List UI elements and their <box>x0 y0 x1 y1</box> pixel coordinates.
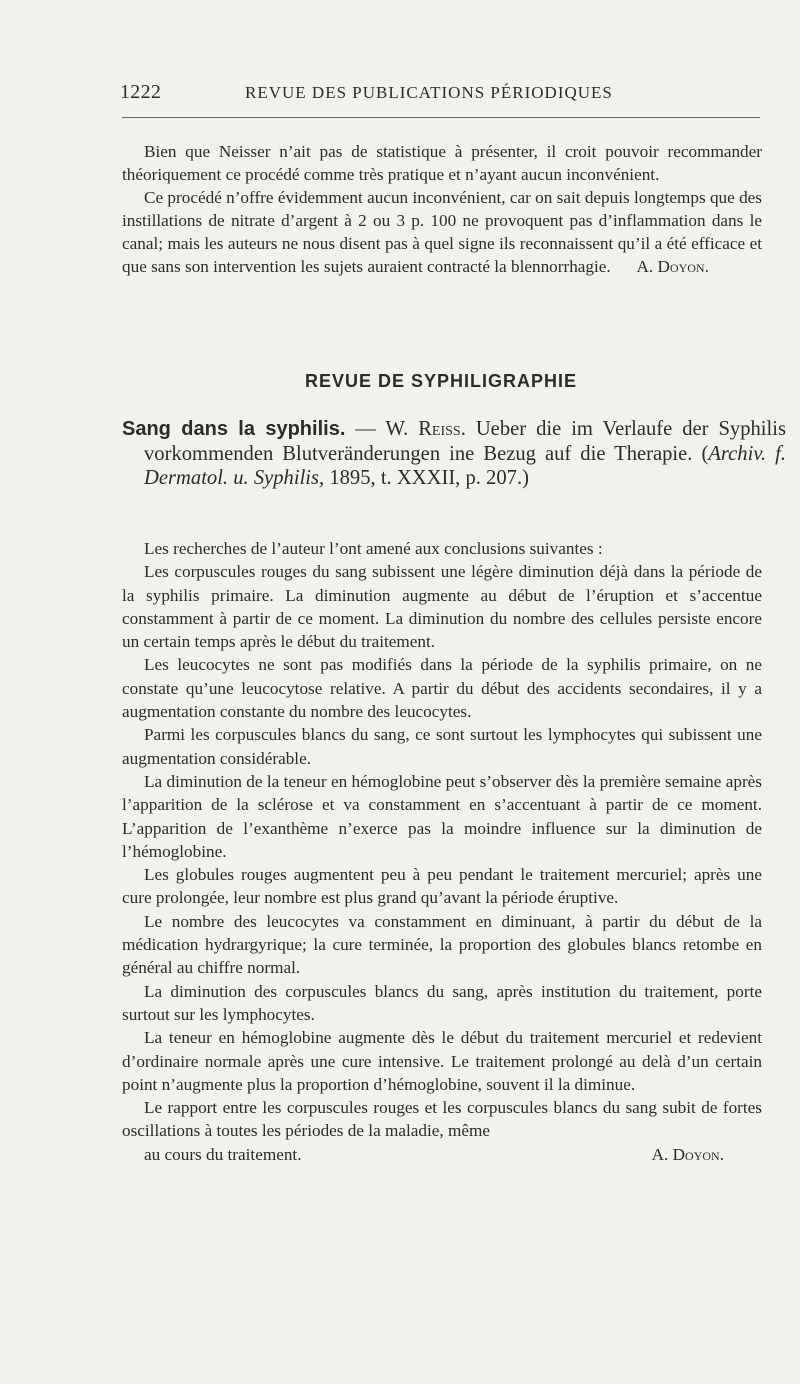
article-paragraph: La diminution des corpuscules blancs du sang, après institution du traitement, porte surtout sur les lymphocytes. <box>122 981 762 1024</box>
article-paragraph: Les globules rouges augmentent peu à peu pendant le traitement mercuriel; après une cure prolongée, leur nombre est plus grand qu’avant la période éruptive. <box>122 865 762 908</box>
section-heading: REVUE DE SYPHILIGRAPHIE <box>304 371 578 391</box>
running-title: REVUE DES PUBLICATIONS PÉRIODIQUES <box>245 83 613 102</box>
article-paragraph: Les corpuscules rouges du sang subissent une légère diminution déjà dans la période de la syphilis primaire. La diminution augmente au début de l’éruption et s’accentue constamment à partir de ce moment. La diminution du nombre des cellules persiste encore un certain temps après le début du traitement. <box>122 562 762 652</box>
journal-name: Archiv. f. Dermatol. u. Syphilis, <box>144 442 786 489</box>
article-heading: Sang dans la syphilis. — W. Reiss. Ueber die im Verlaufe der Syphilis vorkommenden Blutveränderungen ine Bezug auf die Therapie. (Archiv. f. Dermatol. u. Syphilis, 1895, t. XXXII, p. 207.) <box>122 418 786 489</box>
article-author: W. Reiss. <box>385 418 466 440</box>
journal-citation: 1895, t. XXXII, p. 207.) <box>324 467 529 489</box>
intro-paragraph-1: Bien que Neisser n’ait pas de statistique à présenter, il croit pouvoir recommander théoriquement ce procédé comme très pratique et n’ayant aucun inconvénient. <box>122 142 762 185</box>
article-title: Sang dans la syphilis. <box>122 418 346 440</box>
intro-paragraph-2: Ce procédé n’offre évidemment aucun inconvénient, car on sait depuis longtemps que des instillations de nitrate d’argent à 2 ou 3 p. 100 ne provoquent pas d’inflammation dans le canal; mais les auteurs ne nous disent pas à quel signe ils reconnaissent qu’il a été efficace et que sans son intervention les sujets auraient contracté la blennorrhagie. A. Doyon. <box>122 188 762 277</box>
intro-signature: A. Doyon. <box>636 257 709 277</box>
intro-text <box>122 140 762 279</box>
article-paragraph-last: Le rapport entre les corpuscules rouges et les corpuscules blancs du sang subit de fortes oscillations à toutes les périodes de la maladie, même <box>122 1098 762 1141</box>
article-paragraph-end: au cours du traitement. <box>144 1144 302 1164</box>
article-paragraph: La diminution de la teneur en hémoglobine peut s’observer dès la première semaine après l’apparition de la sclérose et va constamment en s’accentuant à partir de ce moment. L’apparition de l’exanthème n’exerce pas la moindre influence sur la diminution de l’hémoglobine. <box>122 771 762 861</box>
article-title-german: Ueber die im Verlaufe der Syphilis vorkommenden Blutveränderungen ine Bezug auf die Therapie. ( <box>144 418 786 465</box>
article-paragraph: Les recherches de l’auteur l’ont amené aux conclusions suivantes : <box>144 539 603 558</box>
article-body <box>122 537 762 1166</box>
article-paragraph: Parmi les corpuscules blancs du sang, ce sont surtout les lymphocytes qui subissent une augmentation considérable. <box>122 725 762 768</box>
article-closing-line <box>122 1143 762 1166</box>
article-paragraph: La teneur en hémoglobine augmente dès le début du traitement mercuriel et redevient d’ordinaire normale après une cure intensive. Le traitement prolongé au delà d’un certain point n’augmente plus la proportion d’hémoglobine, souvent il la diminue. <box>122 1028 762 1094</box>
header-rule <box>122 117 760 118</box>
page-number: 1222 <box>120 81 162 103</box>
page-header <box>120 81 640 105</box>
article-paragraph: Les leucocytes ne sont pas modifiés dans la période de la syphilis primaire, on ne constate qu’une leucocytose relative. A partir du début des accidents secondaires, il y a augmentation constante du nombre des leucocytes. <box>122 655 762 722</box>
article-paragraph: Le nombre des leucocytes va constamment en diminuant, à partir du début de la médication hydrargyrique; la cure terminée, la proportion des globules blancs retombe en général au chiffre normal. <box>122 911 762 978</box>
article-signature: A. Doyon. <box>651 1144 724 1164</box>
